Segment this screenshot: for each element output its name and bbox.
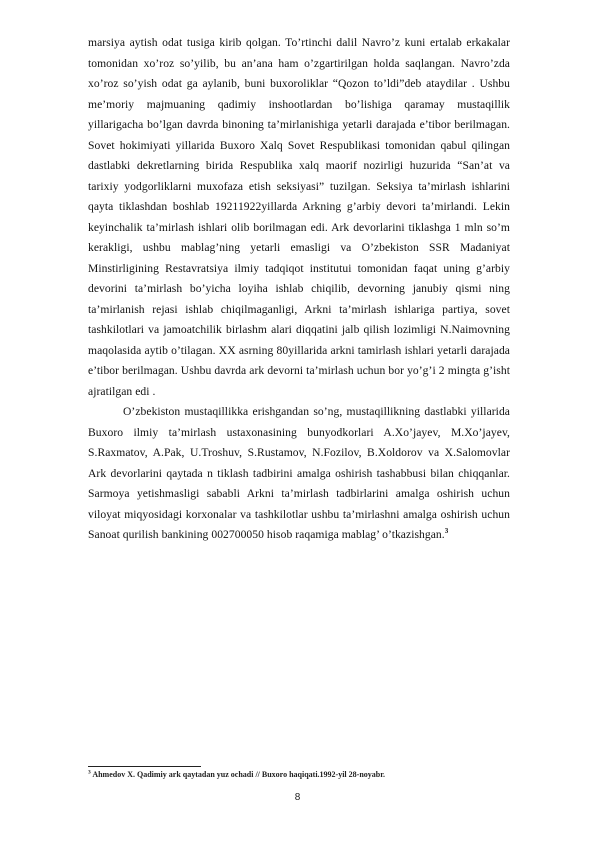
paragraph-1: marsiya aytish odat tusiga kirib qolgan. To’rtinchi dalil Navro’z kuni ertalab erkakalar tomonidan xo’roz so’yilib, bu an’ana ham o’zgartirilgan holda saqlangan. Navro’zda xo’roz so’yish odat ga aylanib, buni buxoroliklar “Qozon to’ldi”deb ataydilar . Ushbu me’moriy majmuaning qadimiy inshootlardan bo’lishiga qaramay mustaqillik yillarigacha bo’lgan davrda binoning ta’mirlanishiga yetarli darajada e’tibor berilmagan. Sovet hokimiyati yillarida Buxoro Xalq Sovet Respublikasi tomonidan qabul qilingan dastlabki dekretlarning birida Respublika xalq maorif nozirligi huzurida “San’at va tarixiy yodgorliklarni muxofaza etish seksiyasi” tuzilgan. Seksiya ta’mirlash ishlarini qayta tiklashdan boshlab 19211922yillarda Arkning g’arbiy devori ta’mirlandi. Lekin keyinchalik ta’mirlash ishlari olib borilmagan edi. Ark devorlarini tiklashga 1 mln so’m kerakligi, ushbu mablag’ning yetarli emasligi va O’zbekiston SSR Madaniyat Minstirligining Restavratsiya ilmiy tadqiqot institutui tomonidan faqat uning g’arbiy devorini ta’mirlash bo’yicha loyiha ishlab chiqilib, devorning janubiy qismi ning ta’mirlanish rejasi ishlab chiqilmaganligi, Arkni ta’mirlash ishlariga partiya, sovet tashkilotlari va jamoatchilik birlashm alari diqqatini jalb qilish lozimligi N.Naimovning maqolasida aytib o’tilagan. XX asrning 80yillarida arkni tamirlash ishlari yetarli darajada e’tibor berilmagan. Ushbu davrda ark devorni ta’mirlash uchun bor yo’g’i 2 mingta g’isht ajratilgan edi . — [88, 36, 510, 398]
footnote-divider — [88, 766, 201, 767]
body-text — [88, 33, 510, 546]
paragraph-2-text: O’zbekiston mustaqillikka erishgandan so’ng, mustaqillikning dastlabki yillarida Buxoro ilmiy ta’mirlash ustaxonasining bunyodkorlari A.Xo’jayev, M.Xo’jayev, S.Raxmatov, A.Pak, U.Troshuv, S.Rustamov, N.Fozilov, B.Xoldorov va X.Salomovlar Ark devorlarini qaytada n tiklash tadbirini amalga oshirish tashabbusi bilan chiqqanlar. Sarmoya yetishmasligi sababli Arkni ta’mirlash tadbirlarini amalga oshirish uchun viloyat miqyosidagi korxonalar va tashkilotlar ushbu ta’mirlashni amalga oshirish uchun Sanoat qurilish bankining 002700050 hisob raqamiga mablag’ o’tkazishgan. — [88, 405, 510, 541]
footnote-text: Ahmedov X. Qadimiy ark qaytadan yuz ochadi // Buxoro haqiqati.1992-yil 28-noyabr. — [92, 770, 386, 779]
page-number: 8 — [294, 792, 301, 803]
paragraph-2 — [88, 402, 510, 546]
footnote-reference[interactable]: 3 — [444, 527, 449, 536]
footnote-number: 3 — [88, 769, 91, 776]
footnote — [88, 770, 510, 780]
